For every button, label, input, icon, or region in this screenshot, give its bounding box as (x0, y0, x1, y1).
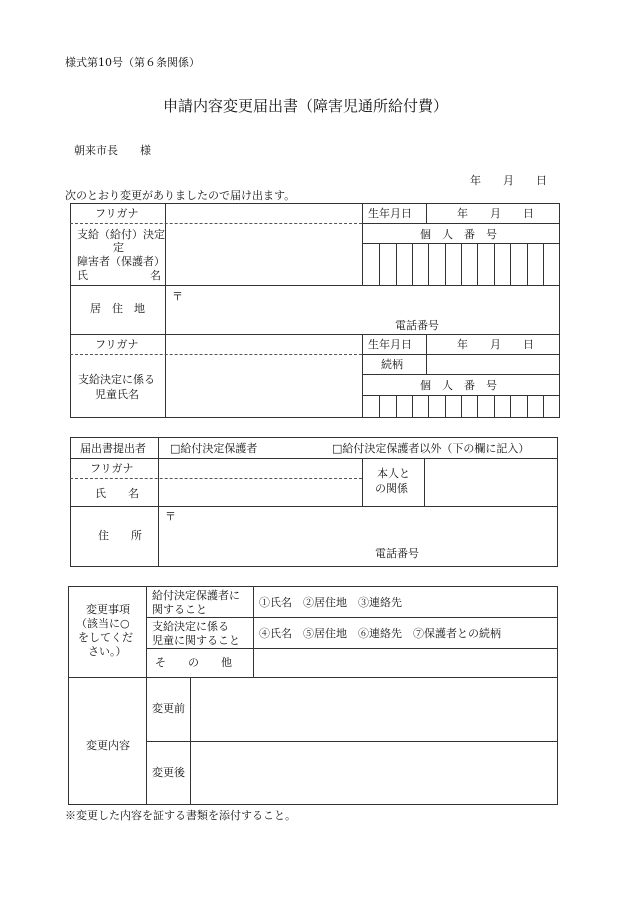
child-label-1: 支給決定に係る (78, 373, 155, 386)
phone-label-2: 電話番号 (375, 547, 419, 560)
row2-label-2: 児童に関すること (152, 634, 240, 647)
change-content-label: 変更内容 (86, 739, 130, 752)
submission-date: 年 月 日 (470, 174, 547, 187)
row2-label-1: 支給決定に係る (152, 620, 229, 633)
form-number: 様式第10号（第６条関係） (65, 56, 200, 69)
child-label-2: 児童氏名 (95, 388, 139, 401)
change-items-label-3: をしてくだ (78, 631, 133, 644)
change-table (68, 586, 558, 805)
postal-mark: 〒 (172, 290, 183, 303)
id-number-label: 個 人 番 号 (420, 228, 497, 241)
recipient-name-2: 名 (150, 269, 161, 282)
postal-mark-2: 〒 (165, 510, 176, 523)
after-label: 変更後 (152, 766, 185, 779)
option-guardian[interactable]: □給付決定保護者 (170, 442, 258, 455)
change-items-label-4: さい。） (88, 645, 127, 658)
submitter-table (70, 437, 558, 567)
dob-value: 年 月 日 (457, 207, 534, 220)
relation-label-2: の関係 (375, 482, 408, 495)
row2-items[interactable]: ④氏名 ⑤居住地 ⑥連絡先 ⑦保護者との続柄 (259, 627, 501, 640)
before-label: 変更前 (152, 702, 185, 715)
dob-label: 生年月日 (368, 207, 412, 220)
address-label-2: 住 所 (98, 529, 142, 542)
dob-value-2: 年 月 日 (457, 338, 534, 351)
phone-label: 電話番号 (395, 319, 439, 332)
dob-label-2: 生年月日 (368, 338, 412, 351)
option-other[interactable]: □給付決定保護者以外（下の欄に記入） (332, 442, 530, 455)
relation-label: 続柄 (381, 358, 403, 371)
change-items-label-2: （該当に○ (76, 617, 130, 630)
change-items-label-1: 変更事項 (86, 603, 130, 616)
furigana-label: フリガナ (95, 207, 139, 220)
addressee: 朝来市長 様 (74, 144, 151, 157)
submitter-label: 届出書提出者 (80, 442, 146, 455)
footnote: ※変更した内容を証する書類を添付すること。 (65, 809, 296, 822)
row1-label-2: 関すること (152, 603, 207, 616)
page-title: 申請内容変更届出書（障害児通所給付費） (163, 97, 449, 115)
relation-label-1: 本人と (377, 467, 410, 480)
address-label: 居 住 地 (90, 302, 145, 315)
recipient-label-2: 障害者（保護者） (77, 255, 165, 268)
intro-text: 次のとおり変更がありましたので届け出ます。 (65, 189, 296, 202)
recipient-label-1: 支給（給付）決定 (77, 228, 165, 241)
furigana-label-2: フリガナ (95, 338, 139, 351)
row1-items[interactable]: ①氏名 ②居住地 ③連絡先 (259, 596, 402, 609)
recipient-name-1: 氏 (77, 269, 88, 282)
furigana-label-3: フリガナ (90, 462, 134, 475)
name-label: 氏 名 (95, 487, 139, 500)
row1-label-1: 給付決定保護者に (152, 589, 240, 602)
other-label: そ の 他 (155, 656, 232, 669)
id-number-label-2: 個 人 番 号 (420, 379, 497, 392)
